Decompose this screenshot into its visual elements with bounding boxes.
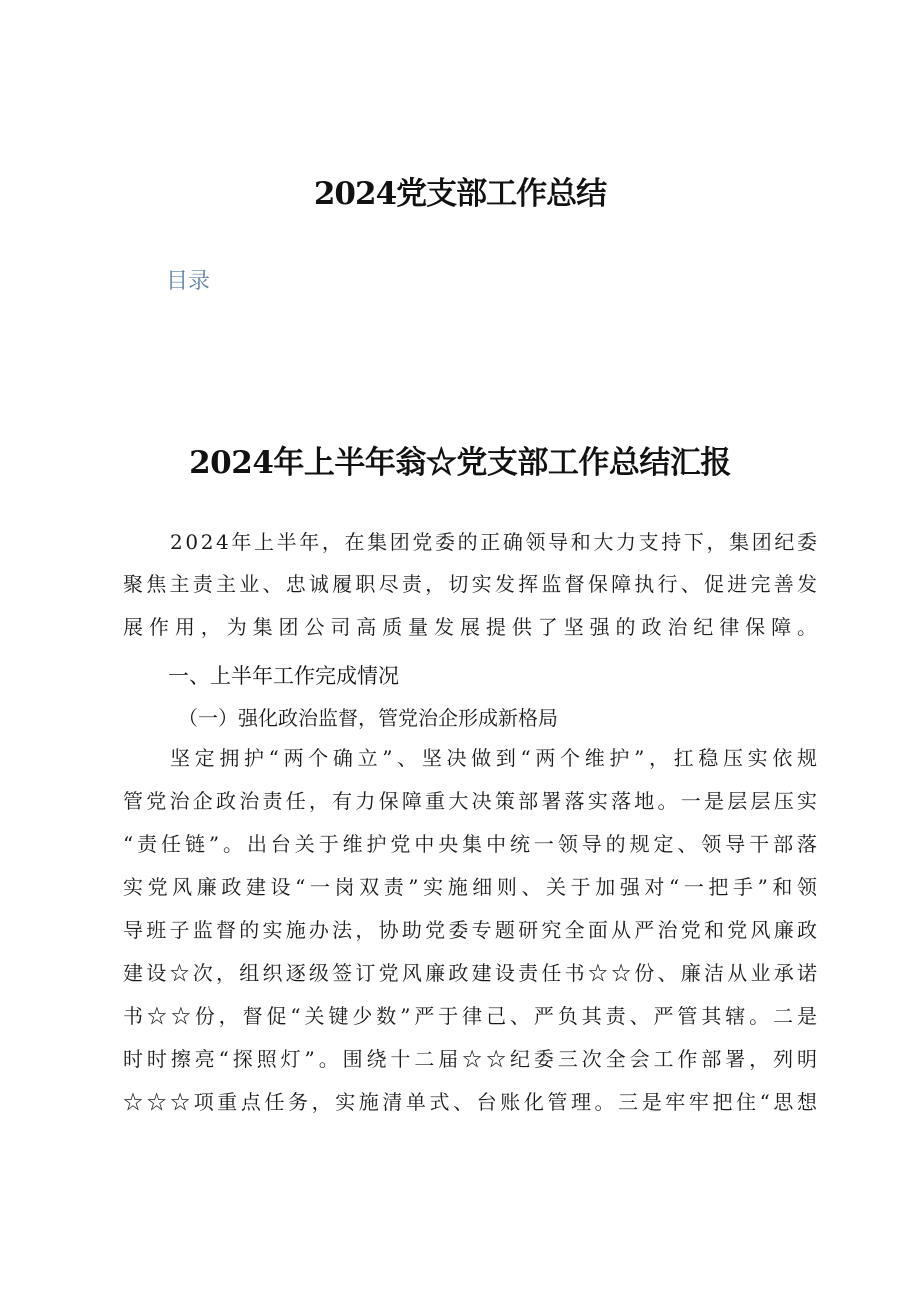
heading-level-1: 一、上半年工作完成情况 xyxy=(168,664,399,688)
paragraph-line: 实党风廉政建设“一岗双责”实施细则、关于加强对“一把手”和领 xyxy=(123,875,822,899)
document-title: 2024党支部工作总结 xyxy=(313,176,607,212)
heading-level-2: （一）强化政治监督，管党治企形成新格局 xyxy=(178,706,558,730)
paragraph-line: 书☆☆份，督促“关键少数”严于律己、严负其责、严管其辖。二是 xyxy=(123,1004,821,1028)
paragraph-line: 建设☆次，组织逐级签订党风廉政建设责任书☆☆份、廉洁从业承诺 xyxy=(123,961,821,985)
paragraph-line: 展作用，为集团公司高质量发展提供了坚强的政治纪律保障。 xyxy=(123,615,823,639)
paragraph-line: 坚定拥护“两个确立”、坚决做到“两个维护”，扛稳压实依规 xyxy=(170,746,822,770)
table-of-contents-label[interactable]: 目录 xyxy=(166,269,211,294)
paragraph-line: 2024年上半年，在集团党委的正确领导和大力支持下，集团纪委 xyxy=(170,530,820,554)
paragraph-line: ☆☆☆项重点任务，实施清单式、台账化管理。三是牢牢把住“思想 xyxy=(123,1090,821,1114)
section-title: 2024年上半年翁☆党支部工作总结汇报 xyxy=(189,445,731,481)
paragraph-line: 管党治企政治责任，有力保障重大决策部署落实落地。一是层层压实 xyxy=(123,789,821,813)
paragraph-line: 聚焦主责主业、忠诚履职尽责，切实发挥监督保障执行、促进完善发 xyxy=(123,572,821,596)
paragraph-line: “责任链”。出台关于维护党中央集中统一领导的规定、领导干部落 xyxy=(123,832,821,856)
paragraph-line: 时时擦亮“探照灯”。围绕十二届☆☆纪委三次全会工作部署，列明 xyxy=(123,1047,821,1071)
paragraph-line: 导班子监督的实施办法，协助党委专题研究全面从严治党和党风廉政 xyxy=(123,918,821,942)
